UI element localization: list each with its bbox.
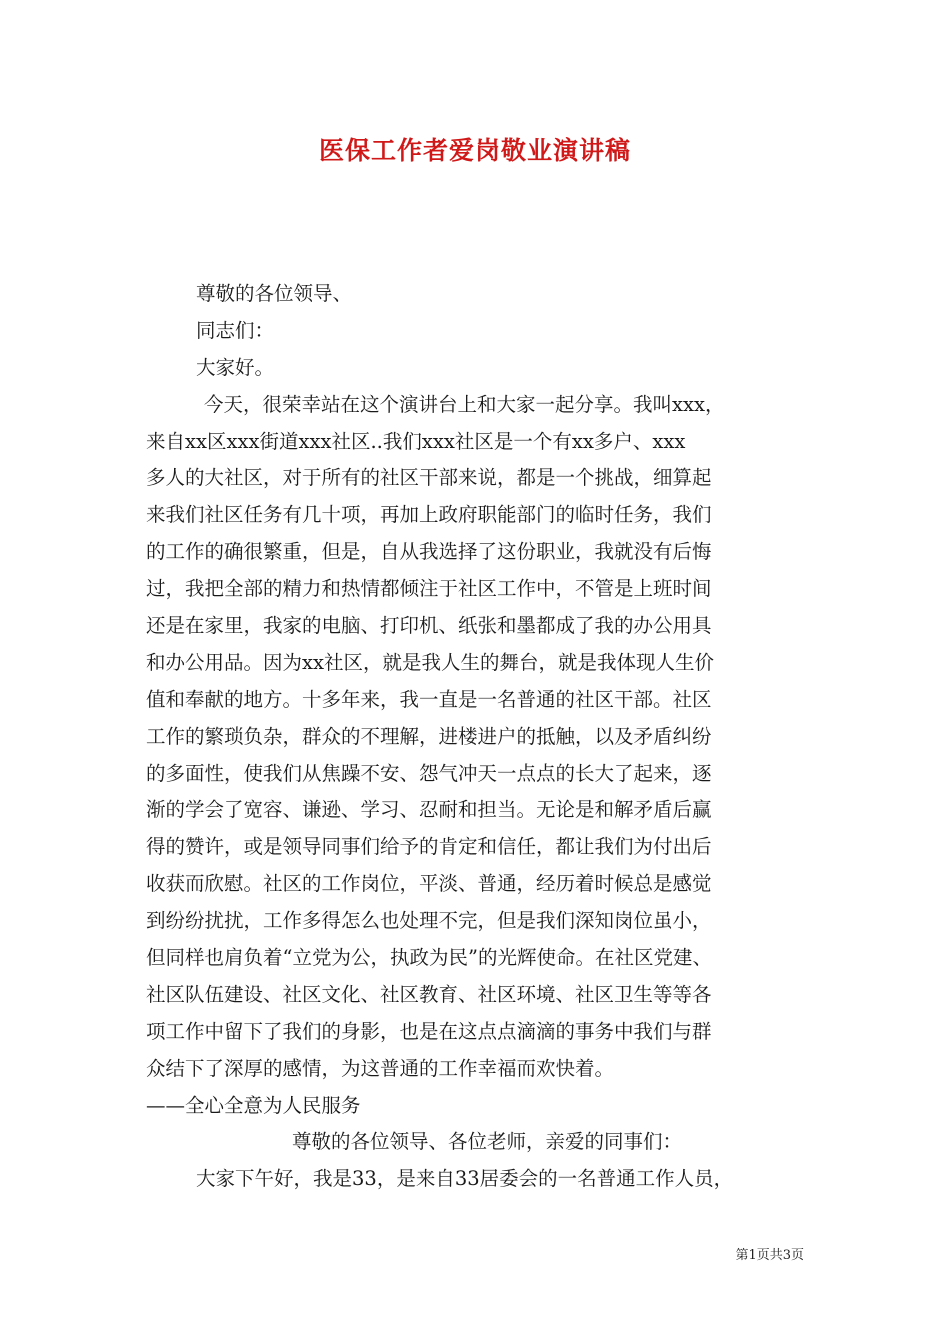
body-line: 来我们社区任务有几十项，再加上政府职能部门的临时任务，我们	[146, 503, 712, 527]
body-line: 得的赞许，或是领导同事们给予的肯定和信任，都让我们为付出后	[146, 835, 712, 859]
body-line: 项工作中留下了我们的身影，也是在这点点滴滴的事务中我们与群	[146, 1019, 712, 1043]
body-line: 今天，很荣幸站在这个演讲台上和大家一起分享。我叫xxx，	[204, 392, 725, 416]
body-line: 收获而欣慰。社区的工作岗位，平淡、普通，经历着时候总是感觉	[146, 872, 712, 896]
body-line: 尊敬的各位领导、	[196, 282, 353, 305]
page-title: 医保工作者爱岗敬业演讲稿	[318, 136, 631, 165]
page-number: 第1页共3页	[735, 1248, 804, 1263]
body-line: 的多面性，使我们从焦躁不安、怨气冲天一点点的长大了起来，逐	[146, 761, 712, 785]
body-line: 大家下午好，我是33，是来自33居委会的一名普通工作人员，	[196, 1167, 734, 1191]
document-body	[146, 276, 826, 1235]
body-line: 来自xx区xxx街道xxx社区..我们xxx社区是一个有xx多户、xxx	[146, 429, 686, 453]
body-line: 还是在家里，我家的电脑、打印机、纸张和墨都成了我的办公用具	[146, 614, 712, 638]
section-subtitle: 尊敬的各位领导、各位老师，亲爱的同事们：	[292, 1130, 683, 1154]
body-line: 同志们：	[196, 318, 275, 342]
body-line: 工作的繁琐负杂，群众的不理解，进楼进户的抵触，以及矛盾纠纷	[146, 724, 712, 748]
body-line: 到纷纷扰扰，工作多得怎么也处理不完，但是我们深知岗位虽小，	[146, 909, 712, 933]
body-line	[146, 1198, 826, 1235]
body-line: 多人的大社区，对于所有的社区干部来说，都是一个挑战，细算起	[146, 466, 712, 490]
body-line: 但同样也肩负着“立党为公，执政为民”的光辉使命。在社区党建、	[146, 946, 712, 970]
body-line: 渐的学会了宽容、谦逊、学习、忍耐和担当。无论是和解矛盾后赢	[146, 798, 712, 822]
body-line: 大家好。	[196, 355, 275, 379]
body-line: 和办公用品。因为xx社区，就是我人生的舞台，就是我体现人生价	[146, 650, 714, 674]
body-line: 众结下了深厚的感情，为这普通的工作幸福而欢快着。	[146, 1056, 615, 1080]
body-line: 的工作的确很繁重，但是，自从我选择了这份职业，我就没有后悔	[146, 540, 712, 564]
body-line: 值和奉献的地方。十多年来，我一直是一名普通的社区干部。社区	[146, 687, 712, 711]
body-line: ——全心全意为人民服务	[146, 1093, 361, 1117]
body-line: 过，我把全部的精力和热情都倾注于社区工作中，不管是上班时间	[146, 577, 712, 601]
body-line: 社区队伍建设、社区文化、社区教育、社区环境、社区卫生等等各	[146, 982, 712, 1006]
